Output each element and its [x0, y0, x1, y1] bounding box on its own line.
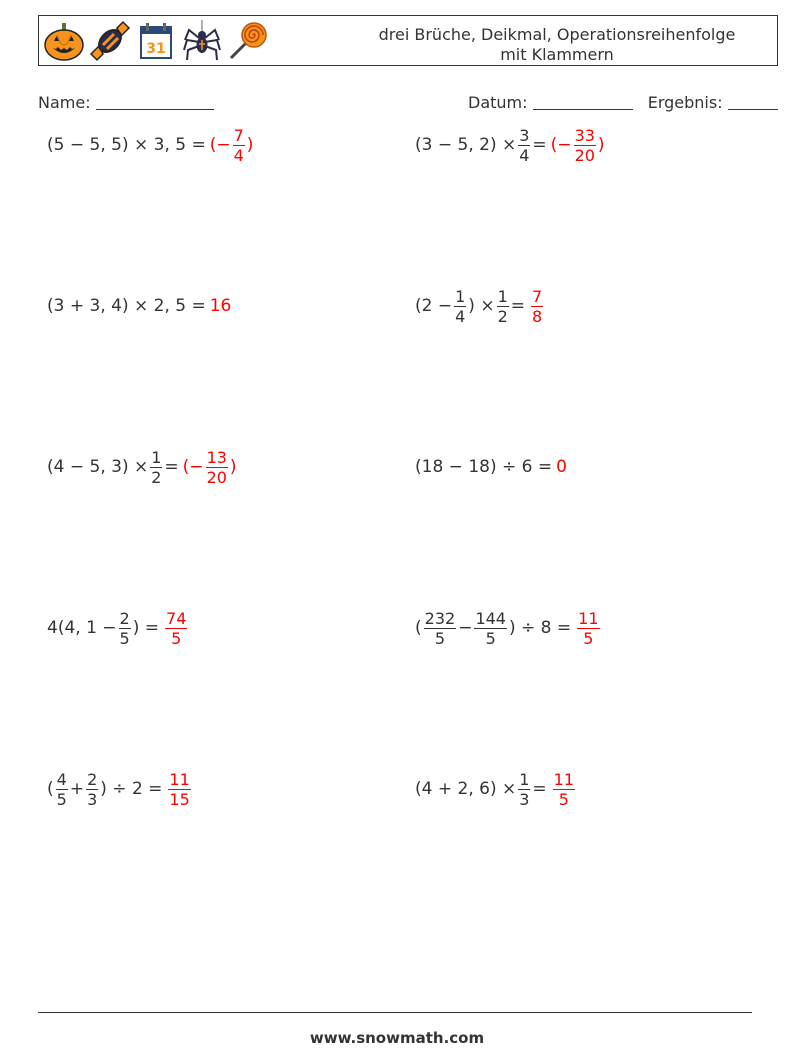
- numerator: 74: [166, 608, 187, 628]
- problem-answer: 16: [209, 296, 232, 316]
- denominator: 2: [151, 467, 162, 487]
- title-line-1: drei Brüche, Deikmal, Operationsreihenfolge: [378, 25, 736, 44]
- expression-text: ) ×: [468, 296, 495, 316]
- footer-url: www.snowmath.com: [309, 1029, 485, 1047]
- expression-text: ) =: [132, 618, 160, 638]
- expression-text: −: [458, 618, 473, 638]
- fraction: [518, 126, 530, 165]
- fraction: [553, 770, 575, 809]
- numerator: 1: [455, 286, 466, 306]
- expression-text: =: [532, 779, 547, 799]
- denominator: 8: [532, 306, 543, 326]
- score-line[interactable]: [728, 93, 778, 110]
- denominator: 5: [56, 789, 67, 809]
- numerator: 3: [519, 125, 530, 145]
- denominator: 3: [87, 789, 98, 809]
- problem-answer: [183, 448, 237, 487]
- numerator: 232: [424, 608, 456, 628]
- expression-text: ) ÷ 8 =: [508, 618, 572, 638]
- expression-text: (4 − 5, 3) ×: [47, 457, 149, 477]
- fraction: [497, 287, 509, 326]
- problem-answer: [529, 287, 545, 326]
- problem-9: [47, 764, 193, 814]
- spider-icon: [181, 20, 223, 62]
- expression-text: (: [415, 618, 422, 638]
- denominator: 5: [434, 628, 445, 648]
- problem-answer: [575, 609, 601, 648]
- numerator: 2: [87, 769, 98, 789]
- problem-8: [415, 603, 602, 653]
- denominator: 4: [455, 306, 466, 326]
- numerator: 1: [519, 769, 530, 789]
- calendar-day: 31: [146, 41, 166, 57]
- problem-4: [415, 281, 545, 331]
- expression-text: ): [246, 135, 254, 155]
- fraction: [577, 609, 599, 648]
- fraction: [454, 287, 466, 326]
- numerator: 7: [532, 286, 543, 306]
- lollipop-icon: [227, 20, 269, 62]
- fraction: [168, 770, 190, 809]
- numerator: 11: [169, 769, 190, 789]
- numerator: 1: [497, 286, 508, 306]
- problem-1: [47, 120, 253, 170]
- denominator: 4: [519, 145, 530, 165]
- denominator: 5: [485, 628, 496, 648]
- numerator: 33: [574, 125, 595, 145]
- footer-divider: [38, 1012, 752, 1013]
- problem-answer: [551, 126, 605, 165]
- expression-text: ): [229, 457, 237, 477]
- problem-answer: [166, 770, 192, 809]
- problem-expression: [47, 770, 162, 809]
- problem-expression: [47, 135, 206, 155]
- denominator: 5: [558, 789, 569, 809]
- denominator: 5: [119, 628, 130, 648]
- expression-text: (: [47, 779, 54, 799]
- fraction: [474, 609, 507, 648]
- denominator: 3: [519, 789, 530, 809]
- fraction: [150, 448, 162, 487]
- expression-text: =: [532, 135, 547, 155]
- denominator: 5: [171, 628, 182, 648]
- expression-text: ): [597, 135, 605, 155]
- problem-expression: [415, 609, 571, 648]
- fraction: [56, 770, 68, 809]
- problem-expression: [47, 448, 179, 487]
- denominator: 2: [497, 306, 508, 326]
- denominator: 4: [233, 145, 244, 165]
- fraction: [574, 126, 596, 165]
- problem-expression: [47, 609, 159, 648]
- denominator: 20: [574, 145, 595, 165]
- date-label: Datum:: [468, 93, 528, 112]
- calendar-icon: [135, 20, 177, 62]
- problem-expression: [415, 770, 547, 809]
- fraction: [518, 770, 530, 809]
- problem-expression: [415, 126, 547, 165]
- fraction: [119, 609, 131, 648]
- expression-text: (−: [182, 457, 204, 477]
- problem-7: [47, 603, 189, 653]
- problem-answer: 0: [556, 457, 567, 477]
- expression-text: =: [164, 457, 179, 477]
- problem-answer: [551, 770, 577, 809]
- icon-strip: [43, 20, 269, 62]
- denominator: 5: [583, 628, 594, 648]
- problem-answer: [210, 126, 254, 165]
- expression-text: (−: [209, 135, 231, 155]
- numerator: 1: [151, 447, 162, 467]
- score-label: Ergebnis:: [647, 93, 723, 112]
- name-field: [38, 93, 214, 112]
- denominator: 20: [206, 467, 227, 487]
- problem-expression: [415, 457, 552, 477]
- problem-2: [415, 120, 605, 170]
- fraction: [424, 609, 457, 648]
- fraction: [531, 287, 543, 326]
- pumpkin-icon: [43, 20, 85, 62]
- fraction: [86, 770, 98, 809]
- worksheet-title: [347, 25, 767, 65]
- numerator: 11: [553, 769, 575, 789]
- numerator: 7: [233, 125, 244, 145]
- worksheet-header: [38, 15, 778, 66]
- problem-6: [415, 442, 567, 492]
- fraction: [206, 448, 228, 487]
- numerator: 4: [56, 769, 67, 789]
- fraction: [233, 126, 245, 165]
- numerator: 11: [578, 608, 599, 628]
- denominator: 15: [169, 789, 190, 809]
- problem-expression: [47, 296, 206, 316]
- date-score-fields: [468, 93, 778, 112]
- name-line[interactable]: [96, 93, 214, 110]
- expression-text: =: [510, 296, 526, 316]
- expression-text: ) ÷ 2 =: [100, 779, 163, 799]
- name-label: Name:: [38, 93, 91, 112]
- problem-expression: [415, 287, 525, 326]
- expression-text: (18 − 18) ÷ 6 =: [415, 457, 553, 477]
- expression-text: 4(4, 1 −: [47, 618, 117, 638]
- title-line-2: mit Klammern: [500, 45, 614, 64]
- problem-5: [47, 442, 237, 492]
- numerator: 144: [475, 608, 506, 628]
- problem-answer: [163, 609, 189, 648]
- candy-icon: [89, 20, 131, 62]
- fraction: [165, 609, 187, 648]
- date-line[interactable]: [533, 93, 633, 110]
- expression-text: (5 − 5, 5) × 3, 5 =: [47, 135, 206, 155]
- problem-10: [415, 764, 577, 814]
- expression-text: (3 + 3, 4) × 2, 5 =: [47, 296, 206, 316]
- expression-text: +: [69, 779, 85, 799]
- expression-text: (−: [550, 135, 572, 155]
- expression-text: (4 + 2, 6) ×: [415, 779, 517, 799]
- expression-text: (3 − 5, 2) ×: [415, 135, 517, 155]
- numerator: 2: [119, 608, 130, 628]
- expression-text: (2 −: [415, 296, 453, 316]
- problem-3: [47, 281, 231, 331]
- numerator: 13: [206, 447, 227, 467]
